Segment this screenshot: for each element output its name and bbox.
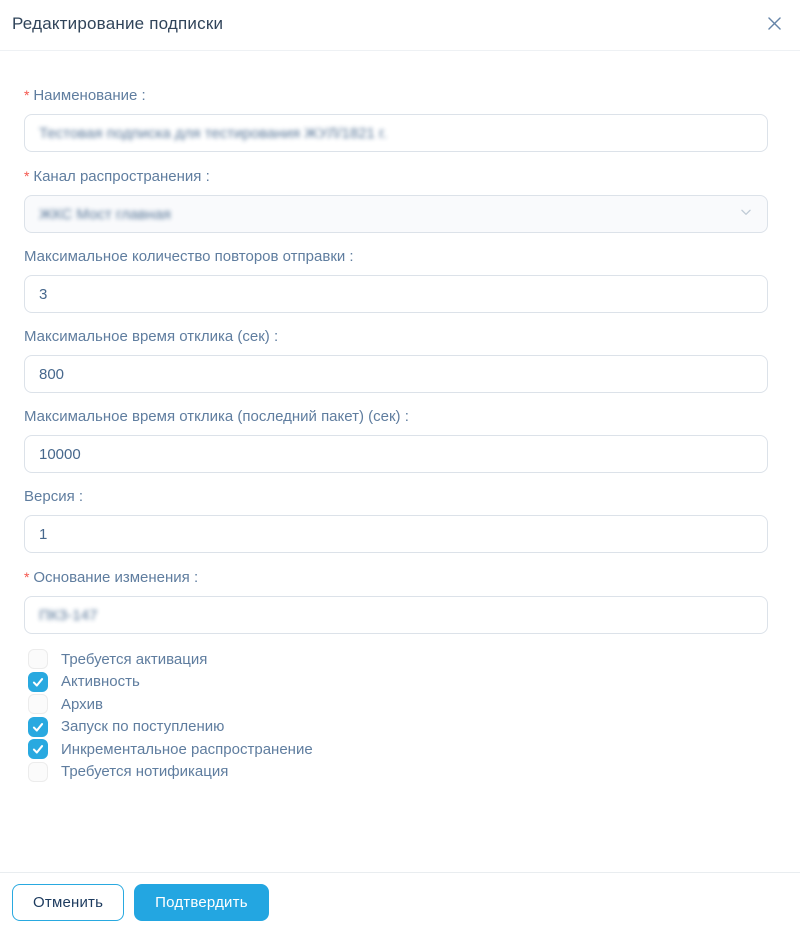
checkbox-label: Архив xyxy=(61,695,104,713)
field-max-retries-label: Максимальное количество повторов отправки : xyxy=(24,248,354,265)
field-name-value: Тестовая подписка для тестирования ЖУЛ/1821 г. xyxy=(39,124,387,142)
checkbox-activity[interactable] xyxy=(28,671,768,694)
checkbox-notification-required[interactable] xyxy=(28,761,768,784)
field-name xyxy=(24,85,768,152)
field-max-response-time-last-packet-label: Максимальное время отклика (последний пакет) (сек) : xyxy=(24,408,409,425)
checkbox-start-on-arrival[interactable] xyxy=(28,716,768,739)
field-change-reason-label: * Основание изменения : xyxy=(24,567,768,588)
field-max-response-time xyxy=(24,327,768,393)
field-channel-select[interactable] xyxy=(24,195,768,233)
field-change-reason-input[interactable] xyxy=(24,596,768,634)
field-change-reason-value: ПКЗ-147 xyxy=(39,606,98,624)
checkbox-icon xyxy=(28,717,48,737)
checkbox-archive[interactable] xyxy=(28,693,768,716)
dialog-header xyxy=(0,0,800,51)
field-max-retries xyxy=(24,247,768,313)
field-version-label: Версия : xyxy=(24,488,84,505)
confirm-button[interactable]: Подтвердить xyxy=(134,884,269,921)
field-max-response-time-last-packet xyxy=(24,407,768,473)
field-name-input[interactable] xyxy=(24,114,768,152)
dialog-body xyxy=(0,51,800,872)
checkbox-icon xyxy=(28,739,48,759)
checkbox-icon xyxy=(28,649,48,669)
checkbox-activation-required[interactable] xyxy=(28,648,768,671)
close-button[interactable] xyxy=(762,13,786,37)
checkbox-label: Инкрементальное распространение xyxy=(61,740,313,758)
field-channel-value: ЖКС Мост главная xyxy=(39,205,171,223)
field-channel xyxy=(24,166,768,233)
field-max-response-time-label: Максимальное время отклика (сек) : xyxy=(24,328,279,345)
field-max-retries-input[interactable] xyxy=(24,275,768,313)
field-change-reason xyxy=(24,567,768,634)
checkbox-icon xyxy=(28,672,48,692)
dialog-footer xyxy=(0,872,800,932)
field-channel-label: * Канал распространения : xyxy=(24,166,768,187)
checkbox-label: Требуется активация xyxy=(61,650,208,668)
field-version xyxy=(24,487,768,553)
chevron-down-icon xyxy=(739,205,753,223)
field-name-label: * Наименование : xyxy=(24,85,768,106)
checkbox-label: Требуется нотификация xyxy=(61,763,229,781)
field-max-response-time-last-packet-input[interactable] xyxy=(24,435,768,473)
field-max-response-time-input[interactable] xyxy=(24,355,768,393)
field-version-input[interactable] xyxy=(24,515,768,553)
checkbox-icon xyxy=(28,762,48,782)
checkbox-icon xyxy=(28,694,48,714)
checkbox-incremental-distribution[interactable] xyxy=(28,738,768,761)
checkbox-label: Запуск по поступлению xyxy=(61,718,225,736)
checkbox-group xyxy=(24,648,768,783)
dialog-title: Редактирование подписки xyxy=(12,14,224,33)
close-icon xyxy=(765,14,784,36)
cancel-button[interactable]: Отменить xyxy=(12,884,124,921)
checkbox-label: Активность xyxy=(61,673,140,691)
